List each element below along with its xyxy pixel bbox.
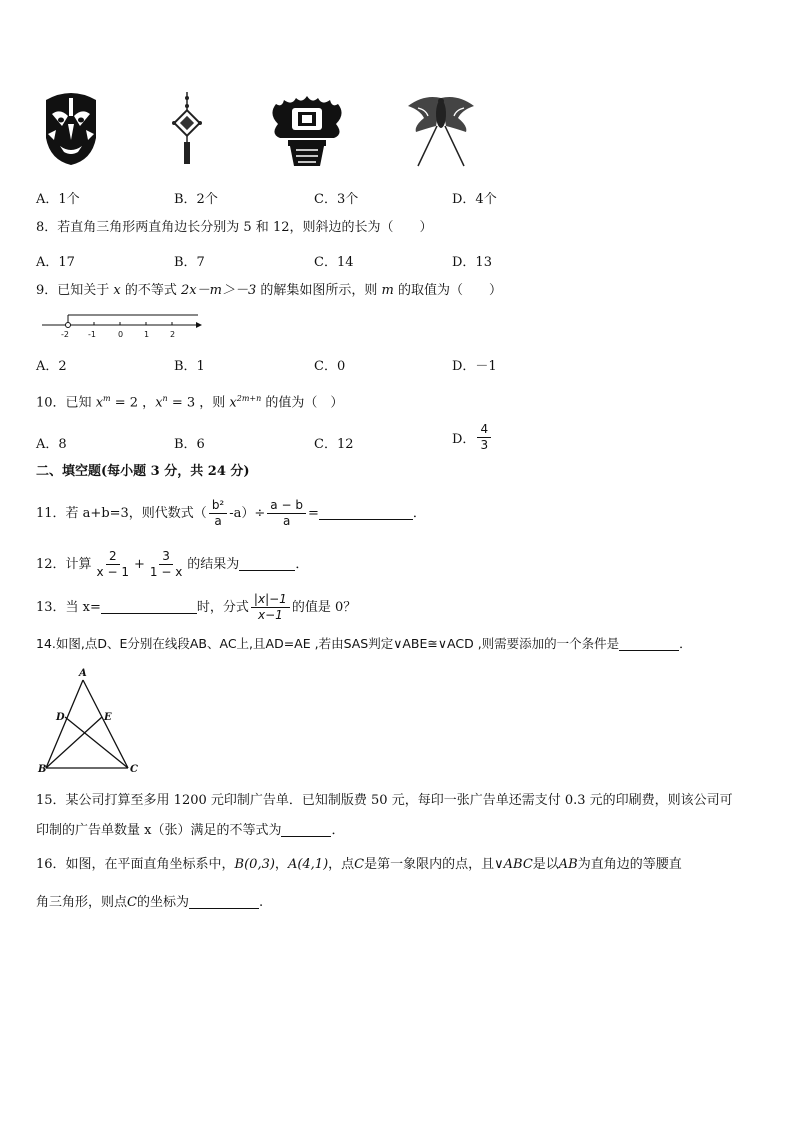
q11: 11．若 a+b=3，则代数式（ $\frac{\text{b²}}{a}$ -a）÷ $\frac{a - b}{a}$ = ． (36, 498, 426, 528)
q7-option-a: A．1个 (36, 192, 80, 207)
q16-line1: 16．如图，在平面直角坐标系中，B(0,3)，A(4,1)，点C是第一象限内的点，且∨ABC是以AB为直角边的等腰直 (36, 857, 682, 872)
q10-option-d: D． $\frac{4}{3}$ (452, 422, 493, 453)
opera-mask-image (42, 90, 100, 166)
answer-blank[interactable] (619, 636, 679, 651)
triangle-figure (36, 668, 146, 778)
q9-stem: 9．已知关于 x 的不等式 2x－m＞－3 的解集如图所示，则 m 的取值为（ ） (36, 283, 502, 298)
q8-option-c: C．14 (314, 255, 354, 270)
vertex-label-a: A (79, 668, 87, 679)
tick-label: -1 (88, 330, 96, 339)
answer-blank[interactable] (239, 556, 295, 571)
q13: 13．当 x= 时，分式 $\frac{|x|-1}{x-1}$ 的值是 0？ (36, 592, 357, 622)
answer-blank[interactable] (101, 599, 197, 614)
q10-option-b: B．6 (174, 437, 205, 452)
q9-option-c: C．0 (314, 359, 346, 374)
q7-option-d: D．4个 (452, 192, 497, 207)
tick-label: 2 (170, 330, 176, 339)
q8-option-b: B．7 (174, 255, 205, 270)
q14-stem: 14.如图,点D、E分别在线段AB、AC上,且AD=AE ,若由SAS判定∨ABE≅∨ACD ,则需要添加的一个条件是 ． (36, 636, 692, 651)
tick-label: -2 (61, 330, 69, 339)
tick-label: 1 (144, 330, 150, 339)
q10-option-c: C．12 (314, 437, 354, 452)
q15-line1: 15．某公司打算至多用 1200 元印制广告单．已知制版费 50 元，每印一张广告单还需支付 0.3 元的印刷费，则该公司可 (36, 793, 733, 808)
vertex-label-b: B (38, 764, 47, 775)
flower-pot-papercut-image (266, 94, 348, 168)
q10-stem: 10．已知 $x^m = 2$ ，$x^n = 3$ ，则 $x^{2m+n}$ 的值为（ ） (36, 394, 344, 411)
chinese-knot-image (170, 92, 204, 168)
number-line-figure (40, 310, 204, 344)
vertex-label-d: D (56, 712, 65, 723)
q10-option-a: A．8 (36, 437, 67, 452)
answer-blank[interactable] (189, 894, 259, 909)
q12: 12．计算 $\frac{2}{x - 1}$ + $\frac{3}{1 - x}$ 的结果为 ． (36, 549, 309, 579)
q8-stem: 8．若直角三角形两直角边长分别为 5 和 12，则斜边的长为（ ） (36, 220, 433, 235)
tick-label: 0 (118, 330, 124, 339)
q7-option-b: B．2个 (174, 192, 218, 207)
q15-line2: 印制的广告单数量 x（张）满足的不等式为 ． (36, 823, 345, 838)
q8-option-d: D．13 (452, 255, 492, 270)
vertex-label-c: C (130, 764, 138, 775)
section-title: 二、填空题(每小题 3 分，共 24 分) (36, 464, 250, 479)
q7-option-c: C．3个 (314, 192, 359, 207)
q16-line2: 角三角形，则点C的坐标为 . (36, 895, 264, 910)
q9-option-a: A．2 (36, 359, 67, 374)
q9-option-b: B．1 (174, 359, 205, 374)
answer-blank[interactable] (319, 505, 413, 520)
answer-blank[interactable] (281, 822, 331, 837)
q8-option-a: A．17 (36, 255, 75, 270)
q9-option-d: D．－1 (452, 359, 497, 374)
kite-image (404, 92, 478, 168)
vertex-label-e: E (104, 712, 112, 723)
